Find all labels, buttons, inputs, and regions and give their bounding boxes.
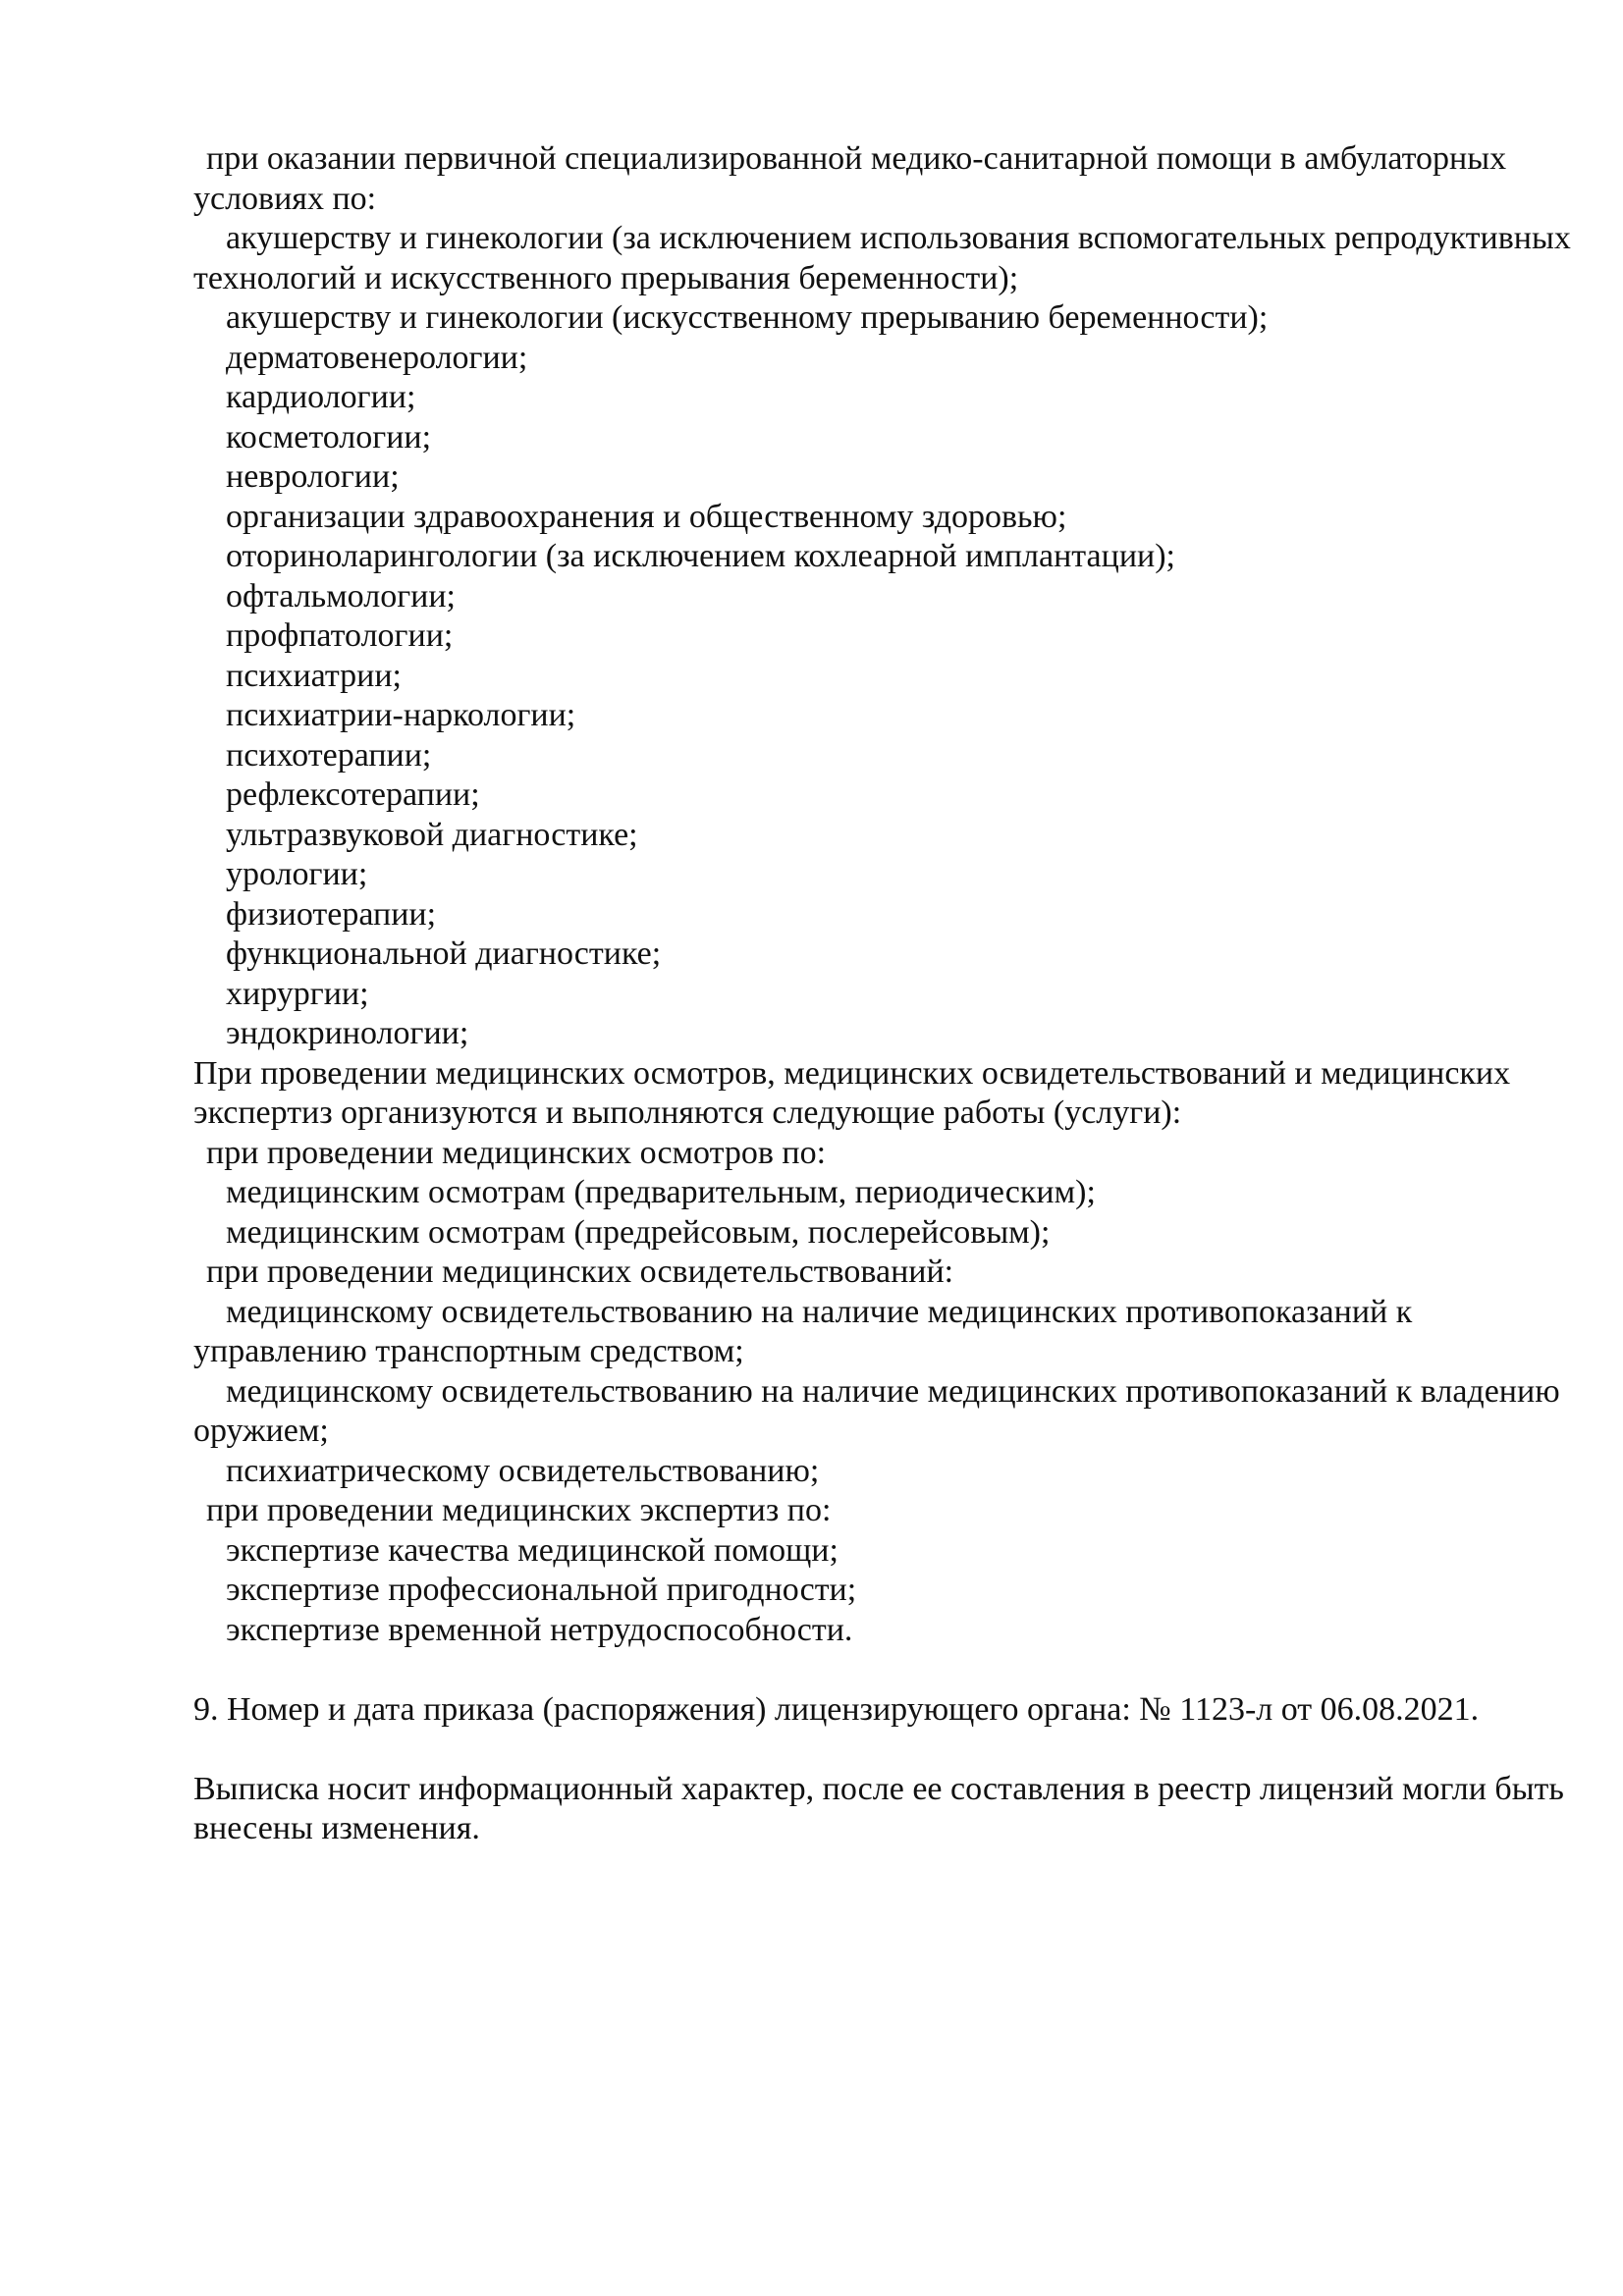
exams-intro: При проведении медицинских осмотров, медицинских освидетельствований и медицинских: [193, 1054, 1511, 1092]
list-item: функциональной диагностике;: [226, 935, 662, 972]
list-item: рефлексотерапии;: [226, 776, 480, 813]
list-item: медицинским осмотрам (предварительным, периодическим);: [226, 1174, 1096, 1210]
group-heading-certifications: при проведении медицинских освидетельствований:: [206, 1254, 954, 1290]
outpatient-intro: при оказании первичной специализированной медико-санитарной помощи в амбулаторных: [206, 140, 1507, 177]
list-item: акушерству и гинекологии (за исключением использования вспомогательных репродуктивных: [226, 220, 1571, 256]
list-item: урологии;: [226, 856, 368, 892]
list-item-cont: управлению транспортным средством;: [193, 1333, 744, 1369]
list-item: ультразвуковой диагностике;: [226, 816, 638, 853]
list-item: эндокринологии;: [226, 1015, 469, 1051]
list-item: экспертизе временной нетрудоспособности.: [226, 1611, 853, 1648]
list-item: медицинским осмотрам (предрейсовым, послерейсовым);: [226, 1213, 1051, 1251]
list-item: медицинскому освидетельствованию на наличие медицинских противопоказаний к: [226, 1293, 1413, 1330]
spacer: [193, 1650, 1568, 1690]
order-number-line: 9. Номер и дата приказа (распоряжения) лицензирующего органа: № 1123-л от 06.08.2021.: [193, 1690, 1480, 1728]
list-item: психиатрии-наркологии;: [226, 697, 576, 733]
list-item: акушерству и гинекологии (искусственному прерыванию беременности);: [226, 299, 1269, 336]
list-item-cont: оружием;: [193, 1413, 329, 1449]
list-item: кардиологии;: [226, 379, 416, 415]
list-item: психотерапии;: [226, 736, 432, 774]
list-item: экспертизе профессиональной пригодности;: [226, 1572, 857, 1608]
disclaimer-cont: внесены изменения.: [193, 1810, 480, 1846]
list-item: офтальмологии;: [226, 577, 456, 614]
group-heading-checkups: при проведении медицинских осмотров по:: [206, 1134, 827, 1171]
list-item: хирургии;: [226, 975, 369, 1012]
list-item: психиатрическому освидетельствованию;: [226, 1452, 820, 1489]
list-item-cont: технологий и искусственного прерывания беременности);: [193, 259, 1019, 296]
list-item: дерматовенерологии;: [226, 339, 528, 376]
list-item: организации здравоохранения и общественному здоровью;: [226, 498, 1067, 535]
list-item: физиотерапии;: [226, 895, 437, 933]
disclaimer: Выписка носит информационный характер, после ее составления в реестр лицензий могли быть: [193, 1770, 1564, 1807]
spacer: [193, 1730, 1568, 1770]
outpatient-intro-cont: условиях по:: [193, 180, 377, 217]
exams-intro-cont: экспертиз организуются и выполняются следующие работы (услуги):: [193, 1095, 1182, 1131]
list-item: оториноларингологии (за исключением кохлеарной имплантации);: [226, 538, 1175, 574]
list-item: профпатологии;: [226, 617, 454, 654]
list-item: неврологии;: [226, 458, 400, 495]
list-item: медицинскому освидетельствованию на наличие медицинских противопоказаний к владению: [226, 1372, 1560, 1410]
list-item: косметологии;: [226, 418, 432, 455]
group-heading-expertise: при проведении медицинских экспертиз по:: [206, 1492, 832, 1528]
document-page: [193, 139, 1571, 1849]
list-item: психиатрии;: [226, 657, 402, 694]
list-item: экспертизе качества медицинской помощи;: [226, 1531, 839, 1569]
